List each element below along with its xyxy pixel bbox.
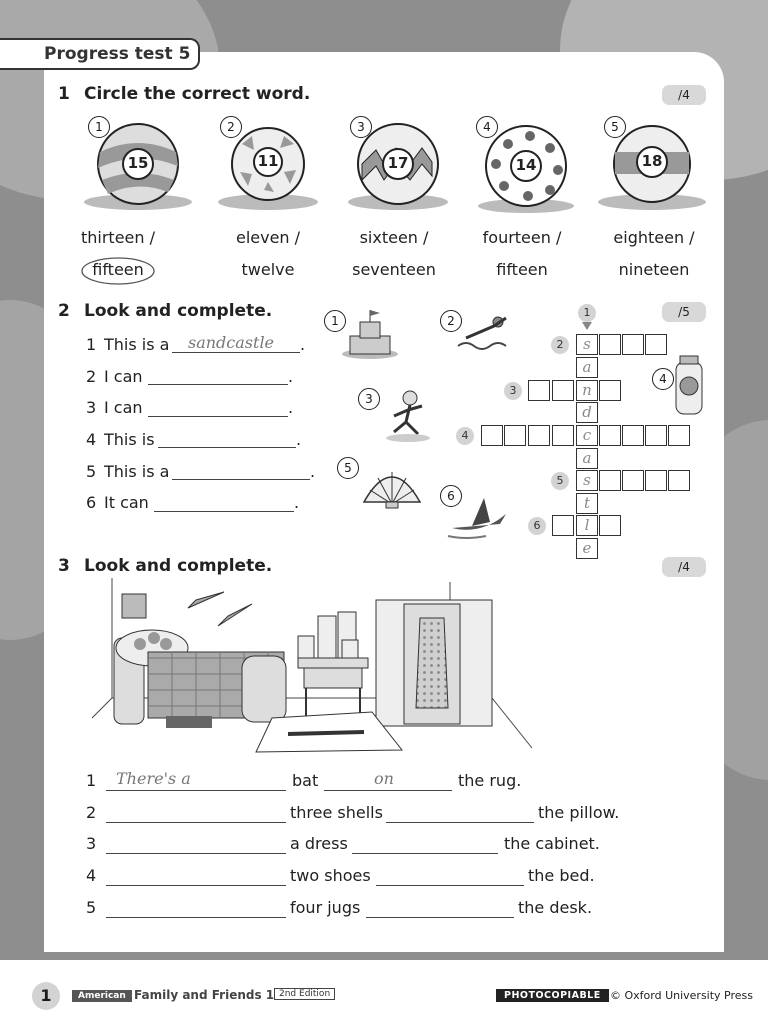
crossword-cell[interactable]: [528, 425, 550, 446]
picture-number: 5: [337, 457, 359, 479]
row-number: 5: [86, 898, 97, 917]
answer-line[interactable]: [324, 790, 452, 791]
sentence-end: .: [310, 462, 316, 481]
clue-label: 6: [528, 517, 546, 535]
word-option[interactable]: seventeen: [352, 260, 436, 279]
ball-number: 15: [127, 154, 149, 172]
answer-line[interactable]: [106, 853, 286, 854]
crossword-cell[interactable]: [599, 515, 621, 536]
swimmer-icon: [456, 312, 516, 356]
section3-heading: [58, 556, 272, 576]
crossword-cell[interactable]: [481, 425, 503, 446]
crossword-cell[interactable]: [622, 334, 644, 355]
sentence-text: four jugs: [290, 898, 361, 917]
ball-number: 14: [515, 156, 537, 174]
bedroom-scene-illustration: [92, 578, 540, 758]
crossword-cell[interactable]: [552, 380, 574, 401]
crossword-cell[interactable]: [552, 425, 574, 446]
word-option[interactable]: fourteen /: [482, 228, 562, 247]
crossword-cell[interactable]: [599, 380, 621, 401]
picture-number: 4: [652, 368, 674, 390]
picture-number: 3: [358, 388, 380, 410]
running-boy-icon: [380, 388, 440, 444]
sentence-text: This is a: [104, 335, 170, 354]
answer-line[interactable]: [106, 790, 286, 791]
sentence-end: .: [288, 398, 294, 417]
crossword-cell[interactable]: [622, 425, 644, 446]
crossword-cell[interactable]: t: [576, 493, 598, 514]
sentence-end: the cabinet.: [504, 834, 600, 853]
crossword-cell[interactable]: [599, 470, 621, 491]
section-title: Look and complete.: [84, 556, 273, 576]
crossword-cell[interactable]: [504, 425, 526, 446]
word-option[interactable]: eleven /: [235, 228, 301, 247]
sun-cream-icon: [666, 354, 714, 420]
word-option[interactable]: sixteen /: [359, 228, 429, 247]
sentence-number: 5: [86, 462, 97, 481]
word-option[interactable]: nineteen: [618, 260, 690, 279]
answer-line[interactable]: [106, 885, 286, 886]
item-number: 5: [604, 116, 626, 138]
sentence-end: the desk.: [518, 898, 593, 917]
picture-number: 6: [440, 485, 462, 507]
crossword-cell[interactable]: [599, 334, 621, 355]
sentence-text: I can: [104, 367, 143, 386]
sentence-number: 3: [86, 398, 97, 417]
section-number: 2: [58, 301, 70, 321]
crossword-cell[interactable]: [668, 425, 690, 446]
sentence-number: 1: [86, 335, 97, 354]
answer-line[interactable]: [106, 917, 286, 918]
crossword-cell[interactable]: [668, 470, 690, 491]
sentence-text: three shells: [290, 803, 383, 822]
sandcastle-icon: [340, 308, 404, 360]
sentence-end: .: [294, 493, 300, 512]
test-title-tab: [0, 38, 200, 70]
sentence-end: the bed.: [528, 866, 595, 885]
crossword-cell[interactable]: [528, 380, 550, 401]
bed-icon: [114, 630, 286, 728]
page-number: 1: [32, 982, 60, 1010]
section1-score-badge: /4: [662, 85, 706, 105]
crossword-cell[interactable]: [645, 334, 667, 355]
section2-score-badge: /5: [662, 302, 706, 322]
sentence-end: the pillow.: [538, 803, 620, 822]
answer-line[interactable]: [148, 384, 288, 385]
book-title: Family and Friends 1: [134, 988, 275, 1002]
edition-label: 2nd Edition: [274, 988, 335, 1000]
crossword-cell[interactable]: e: [576, 538, 598, 559]
sentence-end: .: [288, 367, 294, 386]
item-number: 3: [350, 116, 372, 138]
picture-number: 1: [324, 310, 346, 332]
answer-line[interactable]: [106, 822, 286, 823]
pennant-icon: [188, 592, 252, 626]
row-number: 4: [86, 866, 97, 885]
crossword-cell[interactable]: a: [576, 357, 598, 378]
crossword-cell[interactable]: n: [576, 380, 598, 401]
sentence-text: bat: [292, 771, 319, 790]
picture-number: 2: [440, 310, 462, 332]
word-option[interactable]: thirteen /: [80, 228, 155, 247]
sentence-end: .: [300, 335, 306, 354]
word-option[interactable]: twelve: [241, 260, 295, 279]
answer-line[interactable]: [352, 853, 498, 854]
clue-label: 2: [551, 336, 569, 354]
crossword-cell[interactable]: [599, 425, 621, 446]
sentence-text: two shoes: [290, 866, 371, 885]
crossword-cell[interactable]: c: [576, 425, 598, 446]
section1-heading: [58, 84, 310, 104]
handwritten-answer: on: [374, 769, 394, 788]
sentence-text: a dress: [290, 834, 348, 853]
sentence-number: 2: [86, 367, 97, 386]
answer-line[interactable]: [376, 885, 524, 886]
section-title: Circle the correct word.: [84, 84, 311, 104]
shell-icon: [360, 460, 424, 512]
crossword-cell[interactable]: [622, 470, 644, 491]
row-number: 1: [86, 771, 97, 790]
answer-circle-mark: [80, 255, 160, 287]
section-number: 3: [58, 556, 70, 576]
answer-line[interactable]: [366, 917, 514, 918]
test-title: Progress test 5: [44, 44, 191, 64]
crossword-cell[interactable]: l: [576, 515, 598, 536]
picture-frame-icon: [122, 594, 146, 618]
sentence-text: This is a: [104, 462, 170, 481]
flying-bird-icon: [446, 494, 510, 544]
row-number: 3: [86, 834, 97, 853]
photocopiable-label: PHOTOCOPIABLE: [496, 989, 609, 1002]
crossword-cell[interactable]: s: [576, 334, 598, 355]
section3-score-badge: /4: [662, 557, 706, 577]
arrow-down-icon: [582, 322, 592, 332]
clue-label: 4: [456, 427, 474, 445]
crossword-cell[interactable]: d: [576, 402, 598, 423]
crossword-cell[interactable]: [552, 515, 574, 536]
crossword-cell[interactable]: a: [576, 448, 598, 469]
word-option-circled[interactable]: fifteen: [92, 260, 144, 279]
section2-heading: [58, 301, 272, 321]
desk-icon: [298, 612, 368, 718]
answer-line[interactable]: [172, 352, 300, 353]
word-option[interactable]: eighteen /: [613, 228, 695, 247]
clue-label: 3: [504, 382, 522, 400]
sentence-end: .: [296, 430, 302, 449]
answer-line[interactable]: [148, 416, 288, 417]
sentence-text: I can: [104, 398, 143, 417]
sentence-number: 6: [86, 493, 97, 512]
section-title: Look and complete.: [84, 301, 273, 321]
item-number: 4: [476, 116, 498, 138]
sentence-text: This is: [104, 430, 155, 449]
item-number: 1: [88, 116, 110, 138]
crossword-cell[interactable]: [645, 425, 667, 446]
sentence-end: the rug.: [458, 771, 522, 790]
sentence-text: It can: [104, 493, 149, 512]
answer-line[interactable]: [386, 822, 534, 823]
edition-tag: American: [72, 990, 132, 1002]
publisher-label: © Oxford University Press: [610, 989, 754, 1002]
row-number: 2: [86, 803, 97, 822]
answer-line[interactable]: [172, 479, 310, 480]
crossword-cell[interactable]: s: [576, 470, 598, 491]
handwritten-answer: sandcastle: [188, 333, 275, 352]
word-option[interactable]: fifteen: [496, 260, 548, 279]
ball-number: 17: [387, 154, 409, 172]
clue-label-down: 1: [578, 304, 596, 322]
clue-label: 5: [551, 472, 569, 490]
crossword-cell[interactable]: [645, 470, 667, 491]
section-number: 1: [58, 84, 70, 104]
ball-number: 18: [641, 152, 663, 170]
cabinet-icon: [376, 600, 492, 726]
ball-number: 11: [257, 152, 279, 170]
sentence-number: 4: [86, 430, 97, 449]
handwritten-answer: There's a: [116, 769, 191, 788]
answer-line[interactable]: [158, 447, 296, 448]
item-number: 2: [220, 116, 242, 138]
answer-line[interactable]: [154, 511, 294, 512]
